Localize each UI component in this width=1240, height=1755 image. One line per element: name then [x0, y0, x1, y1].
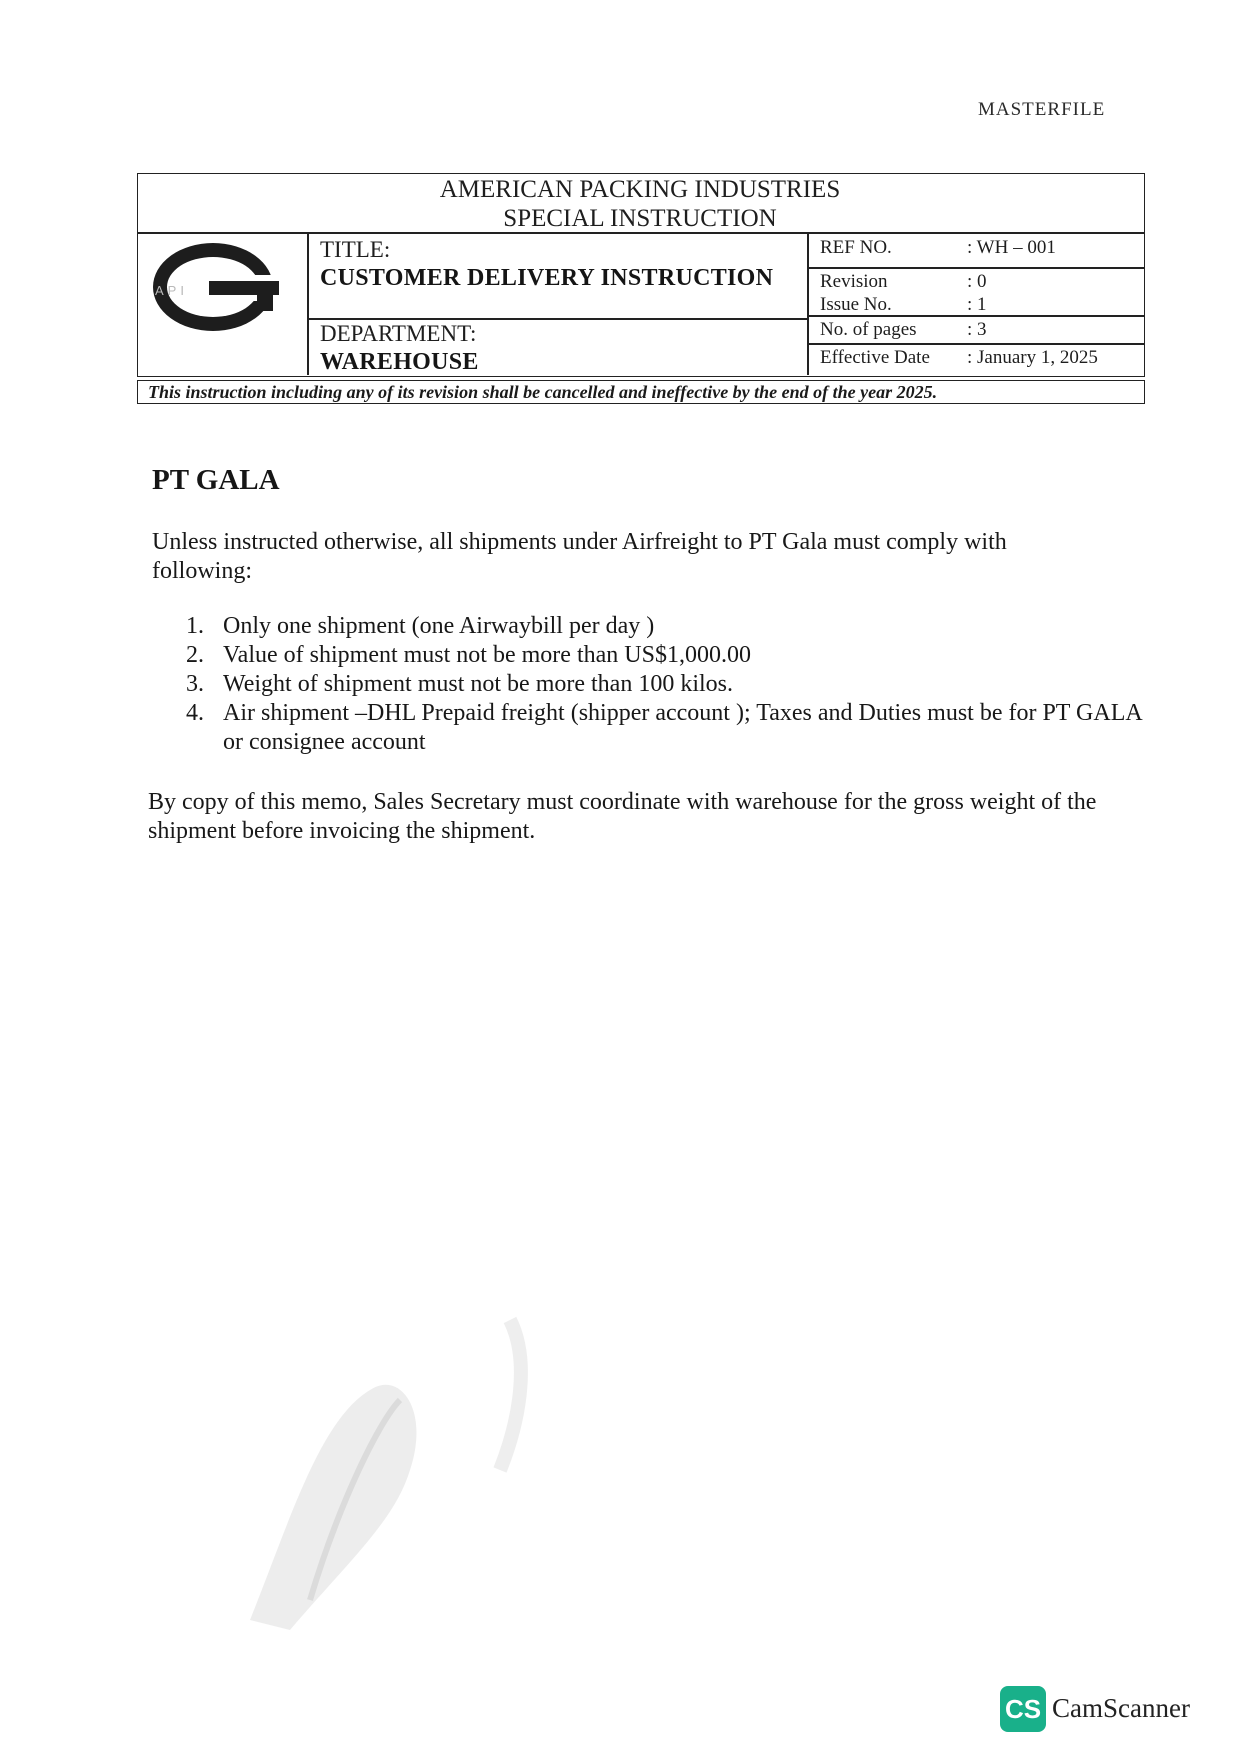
- document-type: SPECIAL INSTRUCTION: [503, 205, 777, 232]
- list-item: 1. Only one shipment (one Airwaybill per day ): [186, 613, 655, 639]
- masterfile-label: MASTERFILE: [978, 99, 1106, 120]
- divider-meta-1: [807, 267, 1144, 269]
- meta-label-revision: Revision: [820, 271, 888, 292]
- list-item: 4. Air shipment –DHL Prepaid freight (shipper account ); Taxes and Duties must be for PT GALA or consignee account: [186, 700, 1142, 755]
- divider-logo: [307, 232, 309, 375]
- camscanner-label: CamScanner: [1052, 1693, 1190, 1723]
- instruction-header-table: [137, 173, 1146, 402]
- meta-value-pages: : 3: [967, 319, 987, 340]
- list-item: 2. Value of shipment must not be more than US$1,000.00: [186, 642, 751, 668]
- department-value: WAREHOUSE: [320, 349, 479, 375]
- meta-value-effective-date: : January 1, 2025: [967, 347, 1098, 368]
- title-value: CUSTOMER DELIVERY INSTRUCTION: [320, 265, 774, 291]
- title-label: TITLE:: [320, 237, 391, 262]
- divider-meta: [807, 232, 809, 375]
- closing-paragraph: By copy of this memo, Sales Secretary must coordinate with warehouse for the gross weight of the shipment before invoicing the shipment.: [148, 789, 1097, 844]
- api-logo: [151, 241, 279, 333]
- meta-label-ref-no: REF NO.: [820, 237, 892, 258]
- meta-label-effective-date: Effective Date: [820, 347, 930, 368]
- intro-paragraph: Unless instructed otherwise, all shipments under Airfreight to PT Gala must comply with following:: [152, 529, 1007, 584]
- meta-value-issue-no: : 1: [967, 294, 987, 315]
- meta-value-revision: : 0: [967, 271, 987, 292]
- footnote-box: [137, 380, 1145, 404]
- company-name: AMERICAN PACKING INDUSTRIES: [439, 176, 841, 203]
- cancellation-note: This instruction including any of its revision shall be cancelled and ineffective by the end of the year 2025.: [148, 382, 938, 402]
- camscanner-logo-icon: CS: [1000, 1686, 1046, 1732]
- meta-label-issue-no: Issue No.: [820, 294, 892, 315]
- scan-smudge: [230, 1300, 590, 1640]
- meta-value-ref-no: : WH – 001: [967, 237, 1056, 258]
- requirements-list: [186, 612, 1146, 757]
- customer-heading: PT GALA: [152, 464, 280, 496]
- divider-meta-3: [807, 343, 1144, 345]
- company-block: [137, 173, 1143, 233]
- meta-label-pages: No. of pages: [820, 319, 917, 340]
- department-label: DEPARTMENT:: [320, 321, 477, 346]
- logo-letters: API: [155, 283, 188, 298]
- divider-under-company: [137, 232, 1144, 234]
- divider-title-dept: [307, 318, 807, 320]
- list-item: 3. Weight of shipment must not be more than 100 kilos.: [186, 671, 734, 697]
